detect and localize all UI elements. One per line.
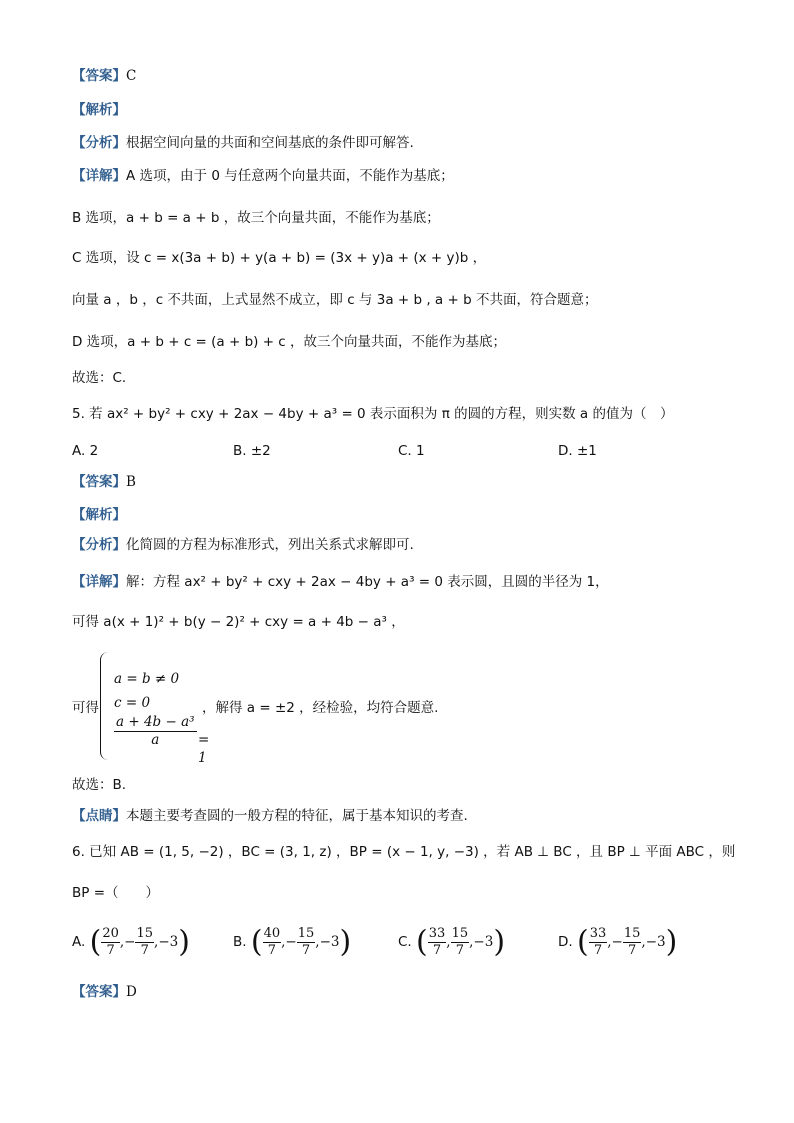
q4-jiexi-line — [72, 100, 126, 120]
fraction-numerator: 40 — [263, 926, 281, 941]
answer-tag: 【答案】 — [72, 984, 126, 1000]
fenxi-text: 化简圆的方程为标准形式，列出关系式求解即可. — [126, 537, 414, 553]
third-component: −3 — [319, 934, 340, 950]
answer-value: C — [126, 68, 137, 84]
sign: − — [124, 934, 136, 950]
q6-answer-line — [72, 982, 137, 1002]
sign: − — [611, 934, 623, 950]
answer-value: D — [126, 984, 137, 1000]
q6-stem-1: 6. 已知 AB = (1, 5, −2) ，BC = (3, 1, z) ，BP = (x − 1, y, −3) ，若 AB ⊥ BC ，且 BP ⊥ 平面 ABC ，则 — [72, 844, 736, 860]
fraction-denominator: 7 — [593, 943, 603, 958]
q4-detail-a — [72, 166, 454, 186]
xiangjie-tag: 【详解】 — [72, 574, 126, 590]
q5-answer-line — [72, 472, 136, 492]
q4-detail-b: B 选项，a + b = a + b ，故三个向量共面，不能作为基底； — [72, 210, 440, 226]
fraction-numerator: a + 4b − a³ — [116, 714, 195, 730]
q5-dianjing-line — [72, 806, 468, 826]
system-eq-3-rhs: = 1 — [198, 732, 210, 766]
q6-option-a: A. ( $\frac{20}{7}$ ,− $\frac{15}{7}$ ,−3) — [72, 924, 190, 960]
system-eq-1: a = b ≠ 0 — [114, 671, 180, 687]
answer-tag: 【答案】 — [72, 474, 126, 490]
fraction-denominator: 7 — [106, 943, 115, 958]
q5-detail2: 可得 a(x + 1)² + b(y − 2)² + cxy = a + 4b − a³ ， — [72, 614, 405, 630]
q6-stem-2: BP =（ ） — [72, 885, 160, 901]
dianjing-text: 本题主要考查圆的一般方程的特征，属于基本知识的考查. — [126, 808, 468, 824]
fraction-numerator: 15 — [297, 926, 315, 941]
q4-conclusion: 故选：C. — [72, 370, 127, 386]
q6-option-c: C. ( $\frac{33}{7}$ , $\frac{15}{7}$ ,−3) — [398, 924, 506, 960]
fraction-denominator: 7 — [301, 943, 311, 958]
q5-option-c: C. 1 — [398, 443, 425, 459]
fraction-denominator: a — [151, 732, 160, 748]
q5-solution-result: ，解得 a = ±2 ，经检验，均符合题意. — [202, 700, 439, 716]
option-label: B. — [233, 934, 247, 950]
fraction-denominator: 7 — [627, 943, 637, 958]
option-label: D. — [558, 934, 573, 950]
q6-option-b: B. ( $\frac{40}{7}$ ,− $\frac{15}{7}$ ,−3) — [233, 924, 352, 960]
q5-detail1-line — [72, 572, 609, 592]
fraction-numerator: 33 — [589, 926, 607, 941]
jiexi-tag: 【解析】 — [72, 102, 126, 118]
q4-detail-c2: 向量 a ，b ，c 不共面，上式显然不成立，即 c 与 3a + b , a + b 不共面，符合题意； — [72, 292, 598, 308]
fenxi-tag: 【分析】 — [72, 135, 126, 151]
system-eq-2: c = 0 — [114, 695, 151, 711]
fraction-numerator: 15 — [136, 926, 154, 941]
q5-option-a: A. 2 — [72, 443, 99, 459]
third-component: −3 — [473, 934, 494, 950]
fraction-numerator: 15 — [623, 926, 641, 941]
q5-stem: 5. 若 ax² + by² + cxy + 2ax − 4by + a³ = 0 表示面积为 π 的圆的方程，则实数 a 的值为（ ） — [72, 406, 674, 422]
fraction-denominator: 7 — [455, 943, 464, 958]
brace — [100, 652, 111, 760]
fraction-numerator: 33 — [428, 926, 446, 941]
q5-jiexi-line — [72, 505, 126, 525]
q4-answer-line — [72, 66, 136, 86]
system-eq-3-fraction — [114, 714, 197, 749]
fraction-denominator: 7 — [267, 943, 276, 958]
option-label: C. — [398, 934, 412, 950]
q5-option-b: B. ±2 — [233, 443, 271, 459]
dianjing-tag: 【点睛】 — [72, 808, 126, 824]
third-component: −3 — [158, 934, 179, 950]
third-component: −3 — [645, 934, 666, 950]
q4-detail-c1: C 选项，设 c = x(3a + b) + y(a + b) = (3x + y)a + (x + y)b ， — [72, 250, 487, 266]
q5-kede-label: 可得 — [72, 700, 99, 716]
q5-fenxi-line — [72, 535, 414, 555]
option-label: A. — [72, 934, 86, 950]
fraction-numerator: 20 — [102, 926, 119, 941]
sign: − — [285, 934, 297, 950]
q4-detail-d: D 选项，a + b + c = (a + b) + c ，故三个向量共面，不能作为基底； — [72, 334, 507, 350]
answer-tag: 【答案】 — [72, 68, 126, 84]
fraction-numerator: 15 — [451, 926, 469, 941]
detail-a-text: A 选项，由于 0 与任意两个向量共面，不能作为基底； — [126, 168, 454, 184]
fraction-denominator: 7 — [432, 943, 442, 958]
q5-option-d: D. ±1 — [558, 443, 597, 459]
jiexi-tag: 【解析】 — [72, 507, 126, 523]
detail1-text: 解：方程 ax² + by² + cxy + 2ax − 4by + a³ = 0 表示圆，且圆的半径为 1， — [126, 574, 609, 590]
fenxi-tag: 【分析】 — [72, 537, 126, 553]
fraction-denominator: 7 — [140, 943, 149, 958]
answer-value: B — [126, 474, 136, 490]
q6-option-d: D. ( $\frac{33}{7}$ ,− $\frac{15}{7}$ ,−3) — [558, 924, 678, 960]
fenxi-text: 根据空间向量的共面和空间基底的条件即可解答. — [126, 135, 414, 151]
q5-conclusion: 故选：B. — [72, 777, 127, 793]
q4-fenxi-line — [72, 133, 414, 153]
xiangjie-tag: 【详解】 — [72, 168, 126, 184]
